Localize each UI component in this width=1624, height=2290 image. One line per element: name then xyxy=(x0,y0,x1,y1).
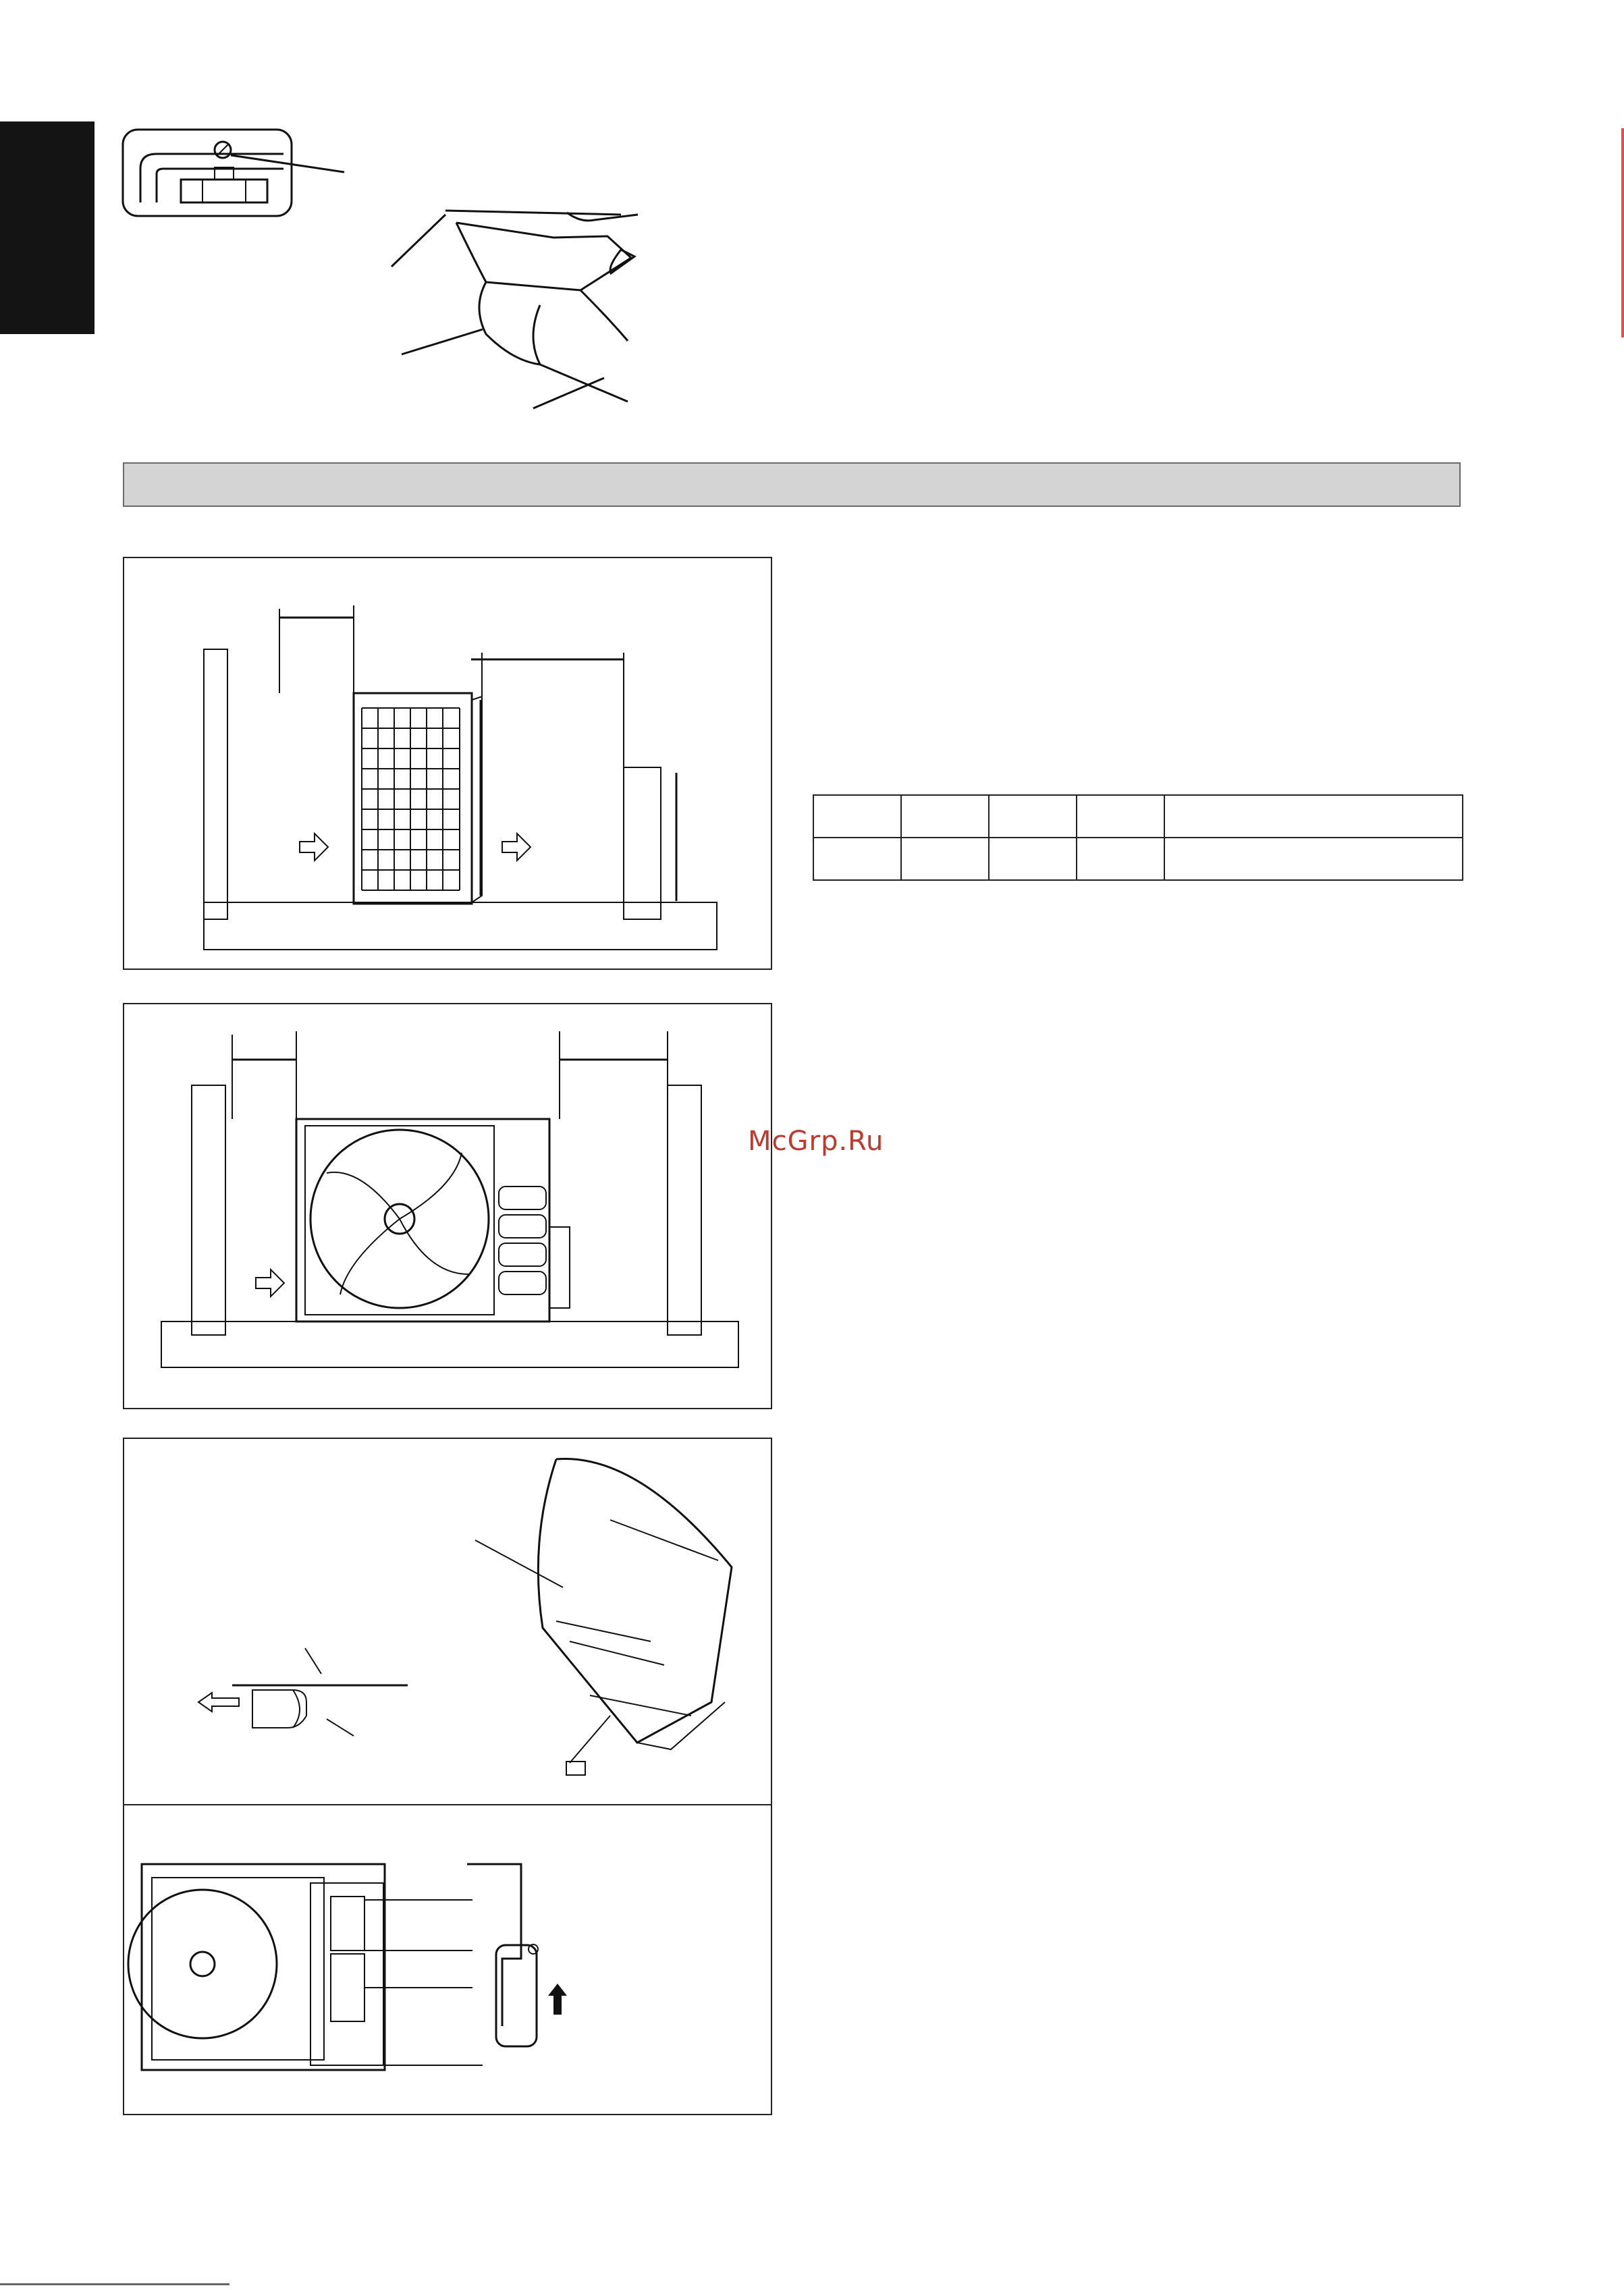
hand-lift-panel-icon xyxy=(391,211,638,408)
table-row xyxy=(813,795,1463,838)
table-cell xyxy=(1077,795,1164,838)
outdoor-unit-front-icon xyxy=(124,1004,774,1411)
table-cell xyxy=(813,838,901,880)
table-cell xyxy=(1164,838,1463,880)
drain-and-cover-panel xyxy=(123,1438,772,2115)
panel-divider xyxy=(123,1804,772,1805)
table-cell xyxy=(1077,838,1164,880)
clearance-side-view-panel xyxy=(123,557,772,970)
watermark: McGrp.Ru xyxy=(748,1126,884,1157)
edge-rule xyxy=(1621,128,1624,337)
screw-bracket-icon xyxy=(123,130,344,216)
table-cell xyxy=(813,795,901,838)
drain-elbow-icon xyxy=(124,1439,774,2117)
section-header-bar xyxy=(123,462,1461,507)
table-cell xyxy=(1164,795,1463,838)
clearance-front-view-panel xyxy=(123,1003,772,1409)
table-cell xyxy=(901,838,989,880)
table-cell xyxy=(989,838,1077,880)
outdoor-unit-side-icon xyxy=(124,558,774,971)
grille-grid xyxy=(362,708,460,890)
footer-rule xyxy=(0,2283,229,2285)
table-cell xyxy=(901,795,989,838)
table-cell xyxy=(989,795,1077,838)
table-row xyxy=(813,838,1463,880)
spec-table xyxy=(813,794,1463,881)
drain-detail-illustration xyxy=(0,0,675,432)
